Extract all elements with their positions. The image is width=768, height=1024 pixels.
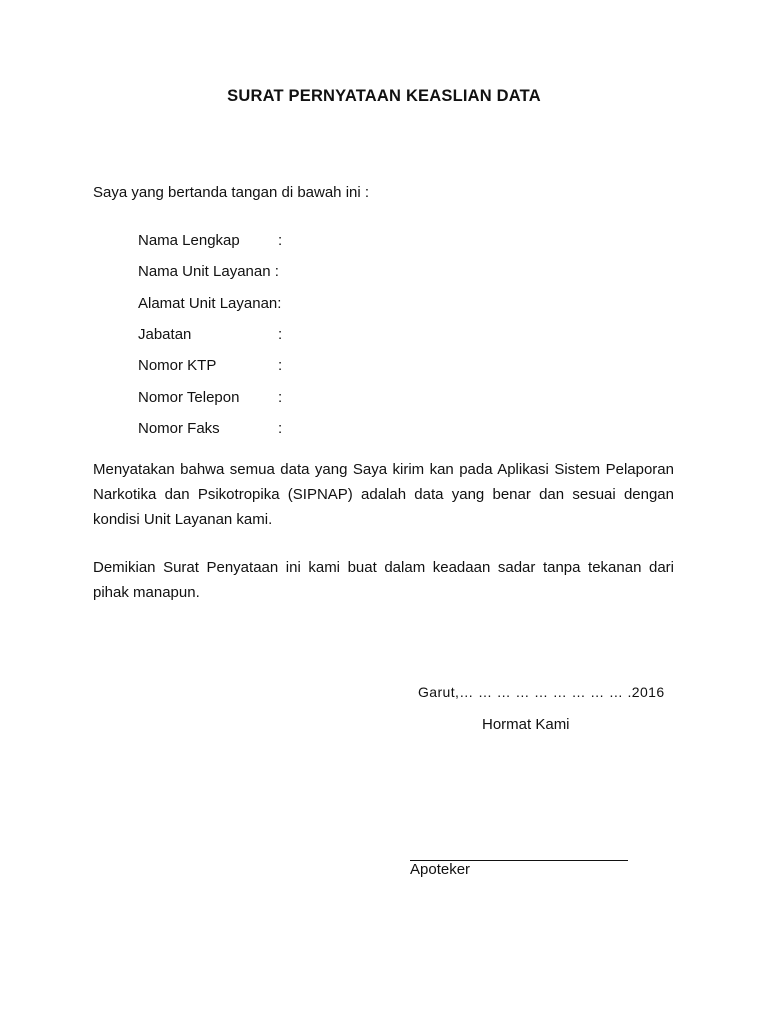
field-row-nomor-telepon [138, 390, 538, 408]
field-row-jabatan [138, 327, 538, 345]
field-label: Nama Unit Layanan : [138, 263, 279, 280]
field-label: Nama Lengkap [138, 232, 240, 249]
field-label: Nomor Faks [138, 420, 220, 437]
closing-paragraph: Demikian Surat Penyataan ini kami buat dalam keadaan sadar tanpa tekanan dari pihak manapun. [93, 559, 674, 601]
field-row-nomor-ktp [138, 358, 538, 376]
field-label: Nomor Telepon [138, 389, 240, 406]
field-row-nama-unit-layanan [138, 264, 538, 282]
closing-salutation: Hormat Kami [482, 716, 570, 733]
field-colon: : [278, 232, 283, 249]
intro-text: Saya yang bertanda tangan di bawah ini : [93, 184, 370, 201]
field-row-nomor-faks [138, 421, 538, 439]
statement-paragraph: Menyatakan bahwa semua data yang Saya kirim kan pada Aplikasi Sistem Pelaporan Narkotika dan Psikotropika (SIPNAP) adalah data yang benar dan sesuai dengan kondisi Unit Layanan kami. [93, 461, 674, 528]
field-label: Alamat Unit Layanan: [138, 295, 282, 312]
field-row-alamat-unit-layanan [138, 296, 538, 314]
place-date-line: Garut,… … … … … … … … … .2016 [418, 684, 665, 700]
field-label: Nomor KTP [138, 357, 217, 374]
signer-title: Apoteker [410, 861, 471, 878]
field-colon: : [278, 326, 283, 343]
field-colon: : [278, 357, 283, 374]
field-row-nama-lengkap [138, 233, 538, 251]
document-title: SURAT PERNYATAAN KEASLIAN DATA [227, 87, 541, 105]
field-label: Jabatan [138, 326, 192, 343]
field-colon: : [278, 420, 283, 437]
field-colon: : [278, 389, 283, 406]
